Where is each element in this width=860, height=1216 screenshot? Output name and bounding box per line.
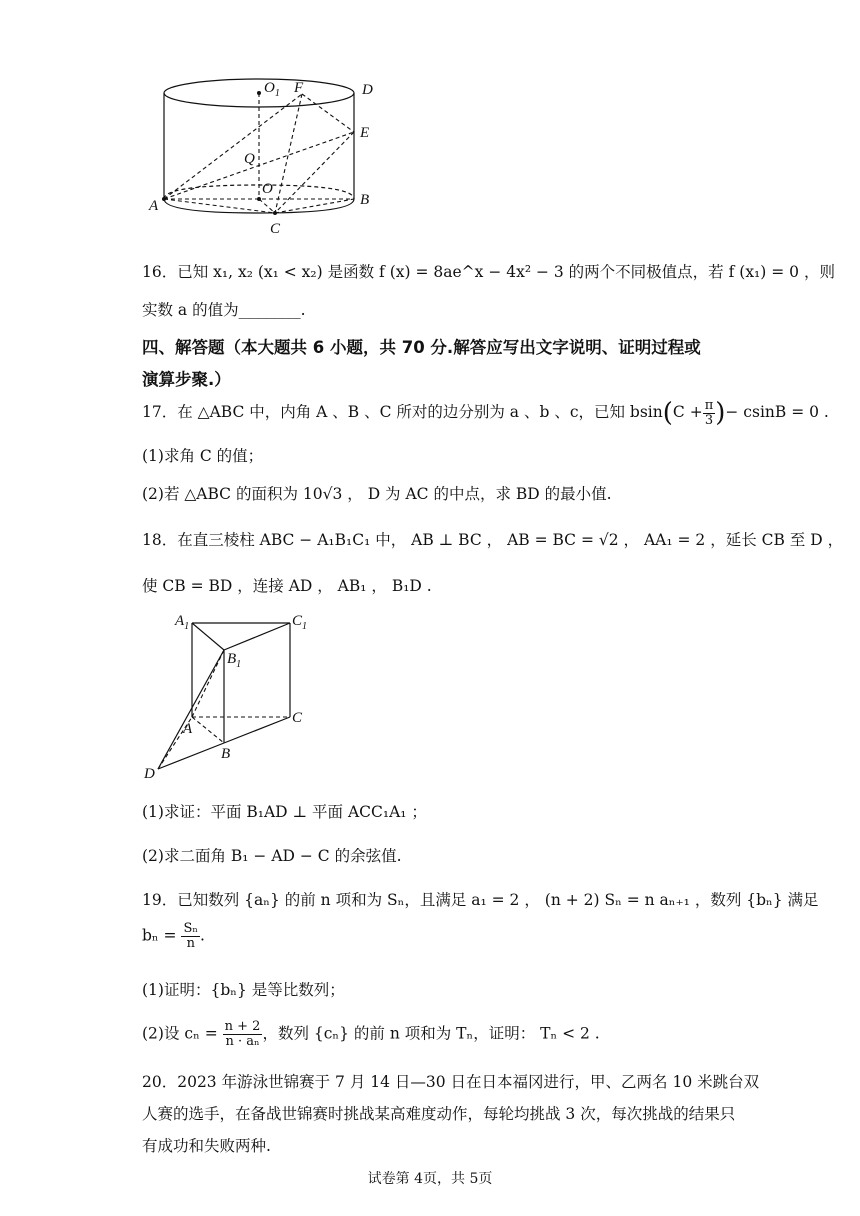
q18-line1: 18．在直三棱柱 ABC − A₁B₁C₁ 中， AB ⊥ BC ， AB = BC = √2 ， AA₁ = 2 ，延长 CB 至 D ， bbox=[142, 531, 844, 549]
q20-line3: 有成功和失败两种. bbox=[142, 1137, 271, 1155]
q16-line1: 16．已知 x₁, x₂ (x₁ < x₂) 是函数 f (x) = 8ae^x − 4x² − 3 的两个不同极值点，若 f (x₁) = 0 ，则 bbox=[142, 263, 835, 281]
q20-line1: 20．2023 年游泳世锦赛于 7 月 14 日—30 日在日本福冈进行，甲、乙两名 10 米跳台双 bbox=[142, 1073, 760, 1091]
q19-bn-def: bₙ = $\frac{\text{Sₙ}}{n}$ . bbox=[142, 921, 205, 951]
q20-line2: 人赛的选手，在备战世锦赛时挑战某高难度动作，每轮均挑战 3 次，每次挑战的结果只 bbox=[142, 1105, 736, 1123]
label-b: B bbox=[360, 192, 370, 208]
label-d: D bbox=[362, 82, 373, 98]
label-c: C bbox=[270, 221, 281, 237]
label-q: Q bbox=[244, 151, 255, 167]
label-e: E bbox=[360, 125, 370, 141]
section4-heading-line2: 演算步聚.） bbox=[142, 370, 231, 389]
label-d-prism: D bbox=[144, 766, 155, 782]
label-b-prism: B bbox=[221, 746, 231, 762]
q17-part1: (1)求角 C 的值； bbox=[142, 447, 264, 465]
cylinder-figure bbox=[140, 70, 400, 240]
label-a1: $A_1$ bbox=[175, 613, 190, 632]
label-c-prism: C bbox=[292, 710, 303, 726]
q17-part2: (2)若 △ABC 的面积为 10√3 ， D 为 AC 的中点，求 BD 的最小值. bbox=[142, 485, 612, 503]
section4-heading-line1: 四、解答题（本大题共 6 小题，共 70 分.解答应写出文字说明、证明过程或 bbox=[142, 338, 701, 357]
label-o1: $O_1$ bbox=[264, 80, 280, 99]
q19-part2: (2)设 cₙ = $\frac{n + 2}{\text{n · aₙ}}$ ，数列 {cₙ} 的前 n 项和为 Tₙ，证明： Tₙ < 2 . bbox=[142, 1019, 600, 1049]
label-b1: $B_1$ bbox=[227, 651, 242, 670]
q19-part1: (1)证明：{bₙ} 是等比数列； bbox=[142, 981, 345, 999]
label-a-prism: A bbox=[183, 721, 193, 737]
label-a: A bbox=[149, 198, 159, 214]
q18-part1: (1)求证：平面 B₁AD ⊥ 平面 ACC₁A₁ ； bbox=[142, 803, 427, 821]
label-c1: $C_1$ bbox=[292, 613, 308, 632]
q18-part2: (2)求二面角 B₁ − AD − C 的余弦值. bbox=[142, 847, 402, 865]
page-footer: 试卷第 4页，共 5页 bbox=[367, 1171, 493, 1187]
label-o: O bbox=[262, 181, 273, 197]
q16-line2: 实数 a 的值为________. bbox=[142, 301, 306, 319]
q17-stem: 17．在 △ABC 中，内角 A 、B 、C 所对的边分别为 a 、b 、c，已知 bsin(C + $\frac{\pi}{3}$ )− csinB = 0 . bbox=[142, 397, 829, 428]
label-f: F bbox=[294, 80, 304, 96]
q18-line2: 使 CB = BD ，连接 AD ， AB₁ ， B₁D . bbox=[142, 577, 432, 595]
prism-figure bbox=[140, 605, 320, 785]
q19-line1: 19．已知数列 {aₙ} 的前 n 项和为 Sₙ，且满足 a₁ = 2 ， (n + 2) Sₙ = n aₙ₊₁ ，数列 {bₙ} 满足 bbox=[142, 891, 819, 909]
